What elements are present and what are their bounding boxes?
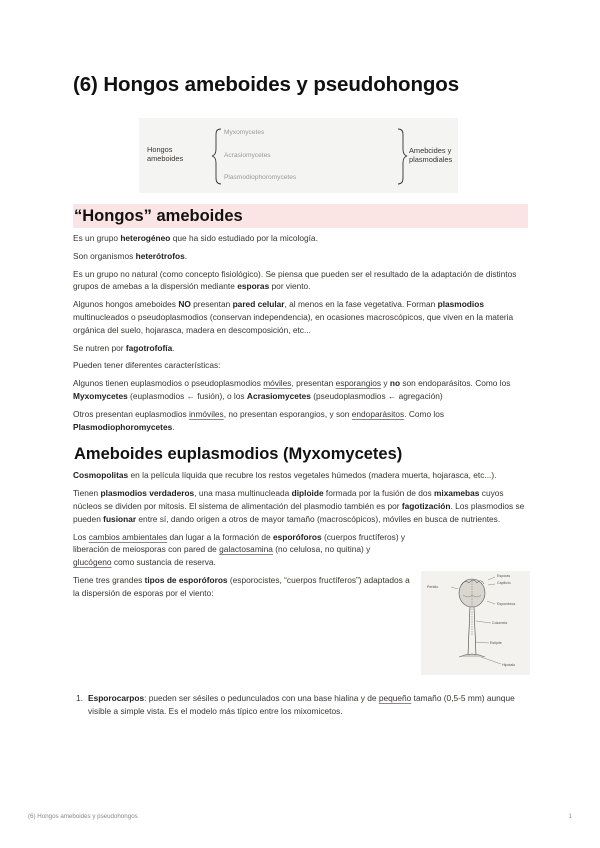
paragraph: Algunos tienen euplasmodios o pseudoplasmodios móviles, presentan esporangios y no son endoparásitos. Como los Myxomycetes (euplasmodios ← fusión), o los Acrasiomycetes (pseudoplasmodios ← agregación) bbox=[73, 378, 511, 401]
paragraph: Es un grupo no natural (como concepto fisiológico). Se piensa que pueden ser el resultado de la adaptación de distintos grupos de amebas a la dispersión mediante esporas por viento. bbox=[73, 268, 517, 292]
group-myxomycetes: Myxomycetes bbox=[224, 129, 265, 136]
paragraph: Son organismos heterótrofos. bbox=[73, 250, 188, 261]
left-label-line1: Hongos bbox=[147, 145, 173, 154]
paragraph: Algunos hongos ameboides NO presentan pared celular, al menos en la fase vegetativa. Forman plasmodios multinucleados o pseudoplasmodios (conservan independencia), en ocasiones macroscópicos, que viven en la materia orgánica del suelo, hojarasca, madera en descomposición, etc... bbox=[73, 299, 514, 335]
fig-label-hipotalo: Hipotalo bbox=[502, 663, 516, 667]
paragraph: Los cambios ambientales dan lugar a la formación de esporóforos (cuerpos fructíferos) y liberación de meiosporas con pared de galactosamina (no celulosa, no quitina) y glucógeno como sustancia de reserva. bbox=[73, 531, 406, 568]
list-number: 1. bbox=[76, 693, 83, 703]
right-brace bbox=[398, 129, 407, 184]
page-number: 1 bbox=[568, 813, 572, 820]
group-plasmodiophoromycetes: Plasmodiophoromycetes bbox=[224, 174, 297, 181]
fig-label-esporas: Esporas bbox=[497, 574, 511, 578]
paragraph: Otros presentan euplasmodios inmóviles, no presentan esporangios, y son endoparásitos. Como los Plasmodiophoromycetes. bbox=[73, 408, 445, 432]
paragraph: Se nutren por fagotrofofía. bbox=[73, 342, 175, 353]
fig-label-capilicio: Capilicio bbox=[497, 581, 511, 585]
footer-title: (6) Hongos ameboides y pseudohongos bbox=[28, 813, 138, 820]
main-content bbox=[73, 204, 528, 600]
page-title: (6) Hongos ameboides y pseudohongos bbox=[73, 73, 460, 96]
paragraph: Pueden tener diferentes características: bbox=[73, 360, 221, 371]
fig-label-esporoteca: Esporoteca bbox=[497, 602, 516, 606]
paragraph: Tiene tres grandes tipos de esporóforos (esporocistes, “cuerpos fructíferos”) adaptados a la dispersión de esporas por el viento: bbox=[73, 574, 410, 598]
esporoforo-types-list bbox=[76, 692, 528, 718]
right-label-line1: Amebcides y bbox=[409, 146, 452, 155]
fig-label-columela: Columela bbox=[492, 621, 508, 625]
sporangium-figure bbox=[421, 571, 530, 675]
list-item: 1. Esporocarpos: pueden ser sésiles o pedunculados con una base hialina y de pequeño tamaño (0,5-5 mm) aunque visible a simple vista. Es el modelo más típico entre los mixomicetos. bbox=[76, 693, 515, 716]
paragraph: Cosmopolitas en la película líquida que recubre los restos vegetales húmedos (madera muerta, hojarasca, etc...). bbox=[73, 470, 497, 481]
page-footer bbox=[28, 813, 572, 820]
paragraph: Tienen plasmodios verdaderos, una masa multinucleada diploide formada por la fusión de dos mixamebas cuyos núcleos se dividen por mitosis. El sistema de alimentación del plasmodio también es por fagotización. Los plasmodios se pueden fusionar entre sí, dando origen a otros de mayor tamaño (macroscópicos), móviles en busca de nutrientes. bbox=[73, 488, 525, 524]
fig-label-estipite: Estipite bbox=[490, 641, 502, 645]
group-acrasiomycetes: Acrasiomycetes bbox=[224, 152, 271, 159]
fig-label-peridio: Peridio bbox=[427, 585, 439, 589]
left-brace bbox=[212, 129, 221, 184]
section-heading-myxomycetes: Ameboides euplasmodios (Myxomycetes) bbox=[74, 445, 403, 464]
section-heading-hongos-ameboides: “Hongos” ameboides bbox=[73, 204, 528, 228]
left-label-line2: ameboides bbox=[147, 154, 184, 163]
right-label-line2: plasmodiales bbox=[409, 155, 453, 164]
paragraph: Es un grupo heterogéneo que ha sido estudiado por la micología. bbox=[73, 233, 318, 243]
classification-diagram bbox=[139, 118, 458, 193]
